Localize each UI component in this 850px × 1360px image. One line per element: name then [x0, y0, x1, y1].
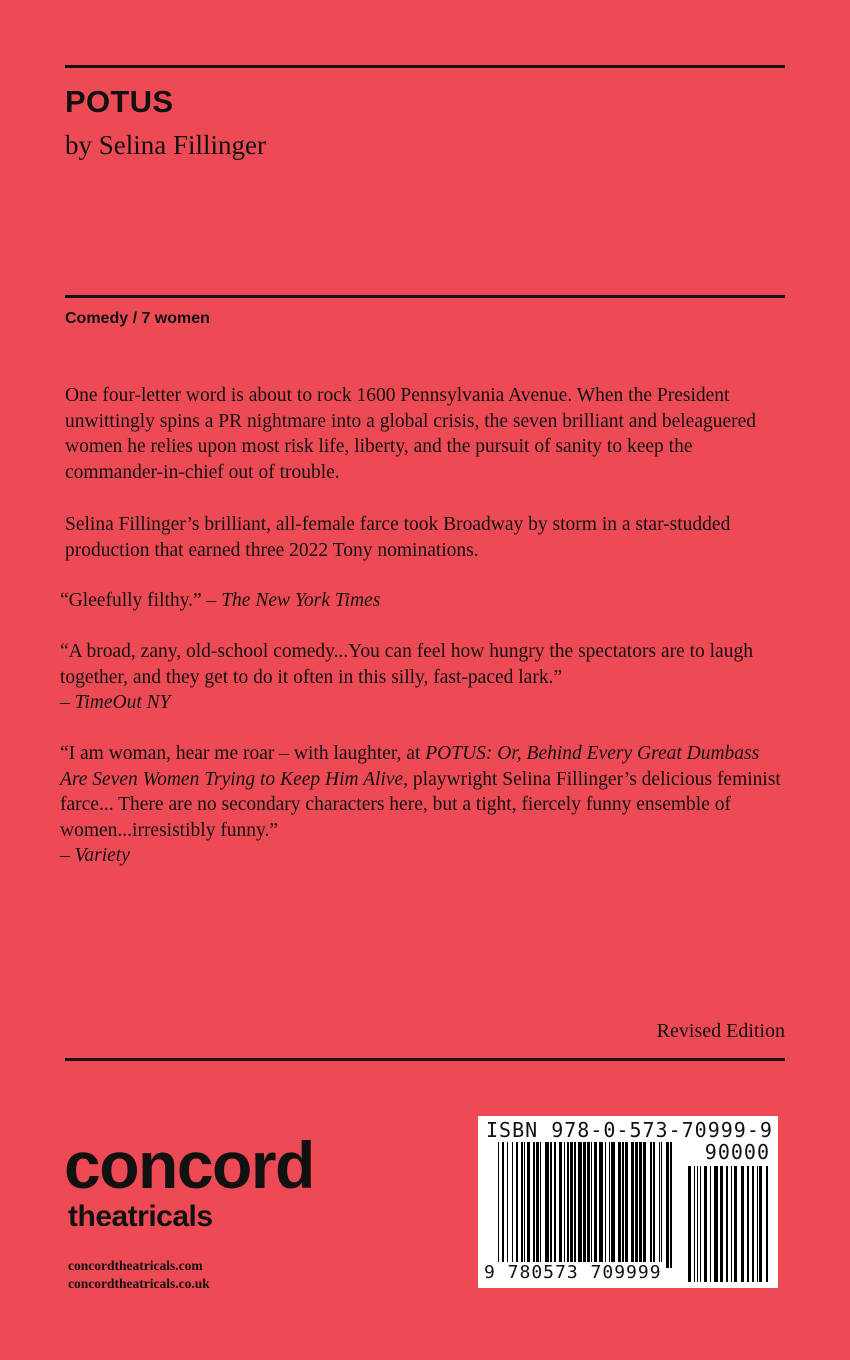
barcode-bar [618, 1142, 621, 1268]
barcode-bar [643, 1142, 646, 1268]
edition-label: Revised Edition [656, 1020, 785, 1042]
barcode-bar [587, 1142, 590, 1268]
barcode-bar [599, 1142, 603, 1268]
quote-variety-text-italic: POTUS: Or, Behind Every Great Dumbass Are Seven Women Trying to Keep Him Alive [60, 743, 760, 790]
barcode-digits: 9 780573 709999 [484, 1262, 662, 1283]
quote-variety-text-post: , playwright Selina Fillinger’s delicious feminist farce... There are no secondary characters here, but a tight, fiercely funny ensemble of women...irresistibly funny.” [60, 768, 781, 841]
barcode-bar [659, 1142, 660, 1268]
barcode-bar [720, 1166, 723, 1282]
middle-rule [65, 295, 785, 298]
barcode-bar [605, 1142, 606, 1268]
barcode-bar [631, 1142, 634, 1268]
barcode-bar [650, 1142, 652, 1268]
publisher-logo-word: concord [64, 1128, 314, 1202]
barcode-bar [622, 1142, 624, 1268]
barcode-bar [757, 1166, 758, 1282]
barcode [478, 1116, 778, 1288]
publisher-logo-sub: theatricals [68, 1200, 213, 1233]
barcode-bar [714, 1166, 718, 1282]
synopsis-paragraph-1: One four-letter word is about to rock 1600 Pennsylvania Avenue. When the President unwittingly spins a PR nightmare into a global crisis, the seven brilliant and beleaguered women he relies upon most risk life, liberty, and the pursuit of sanity to keep the commander-in-chief out of trouble. [65, 385, 757, 483]
isbn-label: ISBN 978-0-573-70999-9 [486, 1118, 773, 1142]
publisher-url-com: concordtheatricals.com [68, 1258, 203, 1273]
barcode-bar [507, 1142, 508, 1268]
barcode-bar [540, 1142, 541, 1268]
barcode-bar [564, 1142, 565, 1268]
barcode-bar [747, 1166, 749, 1282]
barcode-bar [512, 1142, 513, 1268]
barcode-bar [639, 1142, 642, 1268]
barcode-bar [694, 1166, 695, 1282]
quote-timeout [60, 639, 790, 716]
quote-timeout-source: – TimeOut NY [60, 692, 171, 713]
barcode-bar [697, 1166, 698, 1282]
barcode-bar [559, 1142, 562, 1268]
publisher-url-uk: concordtheatricals.co.uk [68, 1276, 210, 1291]
barcode-bar [554, 1142, 556, 1268]
quote-nyt-text: “Gleefully filthy.” – [60, 590, 222, 611]
barcode-bar [594, 1142, 597, 1268]
barcode-bar [704, 1166, 707, 1282]
barcode-bar [666, 1142, 669, 1268]
barcode-bar [521, 1142, 523, 1268]
barcode-bar [611, 1142, 615, 1268]
barcode-bar [766, 1166, 768, 1282]
barcode-bar [545, 1142, 549, 1268]
barcode-bar [752, 1166, 754, 1282]
author-line: by Selina Fillinger [65, 130, 266, 160]
barcode-bar [670, 1142, 672, 1268]
genre-line: Comedy / 7 women [65, 310, 210, 327]
barcode-bar [741, 1166, 744, 1282]
barcode-bar [731, 1166, 732, 1282]
barcode-bar [498, 1142, 499, 1268]
barcode-bar [574, 1142, 576, 1268]
barcode-bar [700, 1166, 701, 1282]
top-rule [65, 65, 785, 68]
barcode-bar [625, 1142, 628, 1268]
barcode-bar [527, 1142, 530, 1268]
quote-variety-text-pre: “I am woman, hear me roar – with laughter, at [60, 743, 426, 764]
barcode-bar [726, 1166, 728, 1282]
synopsis-paragraph-2: Selina Fillinger’s brilliant, all-female farce took Broadway by storm in a star-studded production that earned three 2022 Tony nominations. [65, 514, 731, 561]
barcode-bar [567, 1142, 569, 1268]
quote-timeout-text: “A broad, zany, old-school comedy...You can feel how hungry the spectators are to laugh together, and they get to do it often in this silly, fast-paced lark.” [60, 641, 753, 688]
barcode-bar [591, 1142, 592, 1268]
quote-nyt-source: The New York Times [221, 590, 381, 611]
quote-variety [60, 741, 790, 869]
barcode-bar [609, 1142, 610, 1268]
barcode-bar [550, 1142, 552, 1268]
barcode-bar [661, 1142, 662, 1268]
book-title: POTUS [65, 84, 174, 119]
barcode-bar [536, 1142, 539, 1268]
bottom-rule [65, 1058, 785, 1061]
barcode-bar [635, 1142, 638, 1268]
barcode-bar [583, 1142, 586, 1268]
barcode-bar [653, 1142, 655, 1268]
barcode-bar [524, 1142, 525, 1268]
barcode-bar [734, 1166, 737, 1282]
barcode-bar [570, 1142, 573, 1268]
barcode-bar [688, 1166, 691, 1282]
barcode-bar [516, 1142, 518, 1268]
quote-nyt [60, 588, 790, 614]
barcode-bar [502, 1142, 504, 1268]
barcode-bar [533, 1142, 535, 1268]
barcode-bar [578, 1142, 582, 1268]
price-code: 90000 [704, 1140, 770, 1164]
quote-variety-source: – Variety [60, 845, 130, 866]
barcode-bar [710, 1166, 711, 1282]
barcode-bar [759, 1166, 762, 1282]
